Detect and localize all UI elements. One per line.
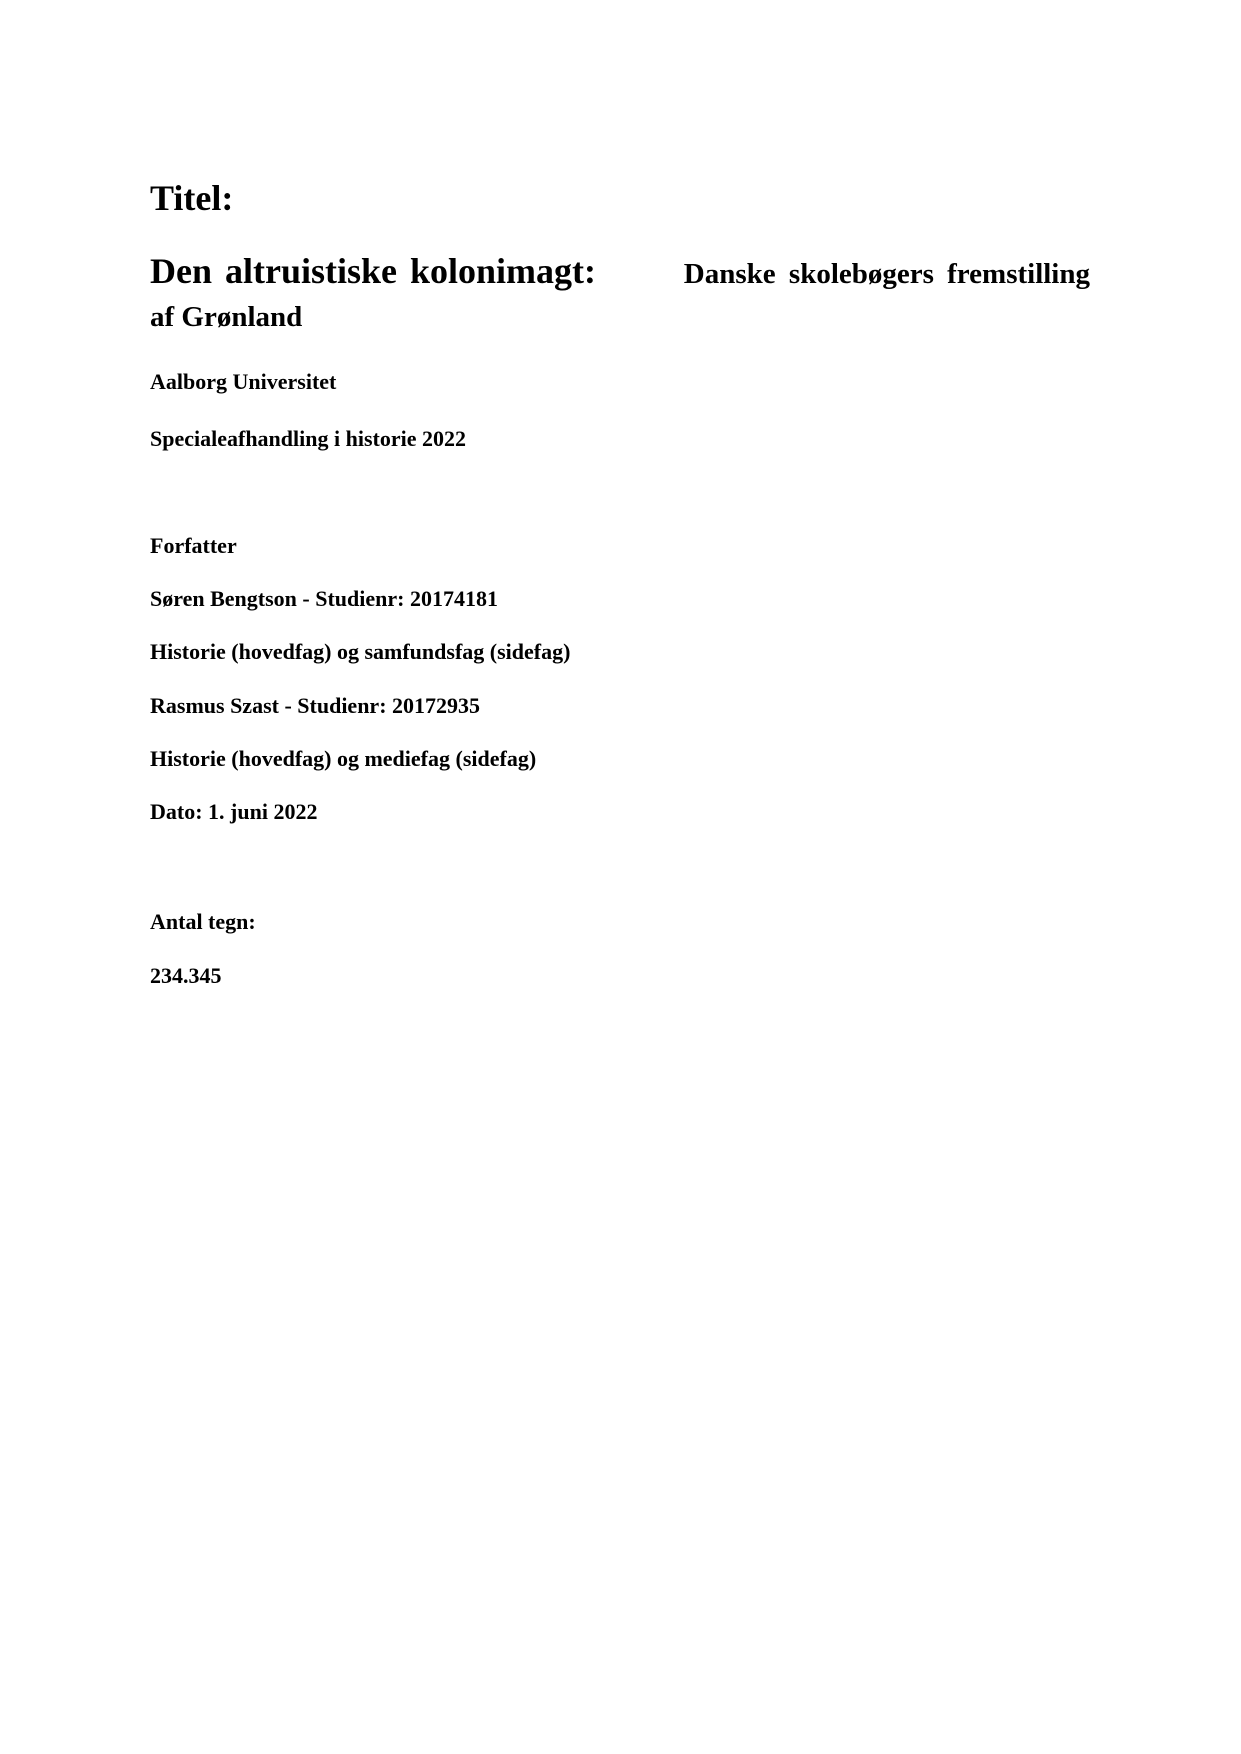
university-name: Aalborg Universitet: [150, 369, 337, 394]
title-label: Titel:: [150, 178, 234, 218]
thesis-type: Specialeafhandling i historie 2022: [150, 426, 466, 451]
authors-heading: Forfatter: [150, 533, 237, 558]
thesis-subtitle-part-2: af Grønland: [150, 301, 303, 333]
author-1-name-id: Søren Bengtson - Studienr: 20174181: [150, 586, 498, 611]
submission-date: Dato: 1. juni 2022: [150, 799, 318, 824]
author-1-fields: Historie (hovedfag) og samfundsfag (sidefag): [150, 639, 571, 664]
character-count-label: Antal tegn:: [150, 909, 256, 934]
thesis-title-main: Den altruistiske kolonimagt:: [150, 251, 597, 291]
thesis-title: [150, 253, 1090, 332]
character-count-value: 234.345: [150, 963, 222, 988]
author-2-fields: Historie (hovedfag) og mediefag (sidefag): [150, 746, 537, 771]
author-2-name-id: Rasmus Szast - Studienr: 20172935: [150, 693, 481, 718]
thesis-subtitle-part-1: Danske skolebøgers fremstilling: [683, 258, 1090, 290]
thesis-title-line-1: [150, 253, 1090, 289]
